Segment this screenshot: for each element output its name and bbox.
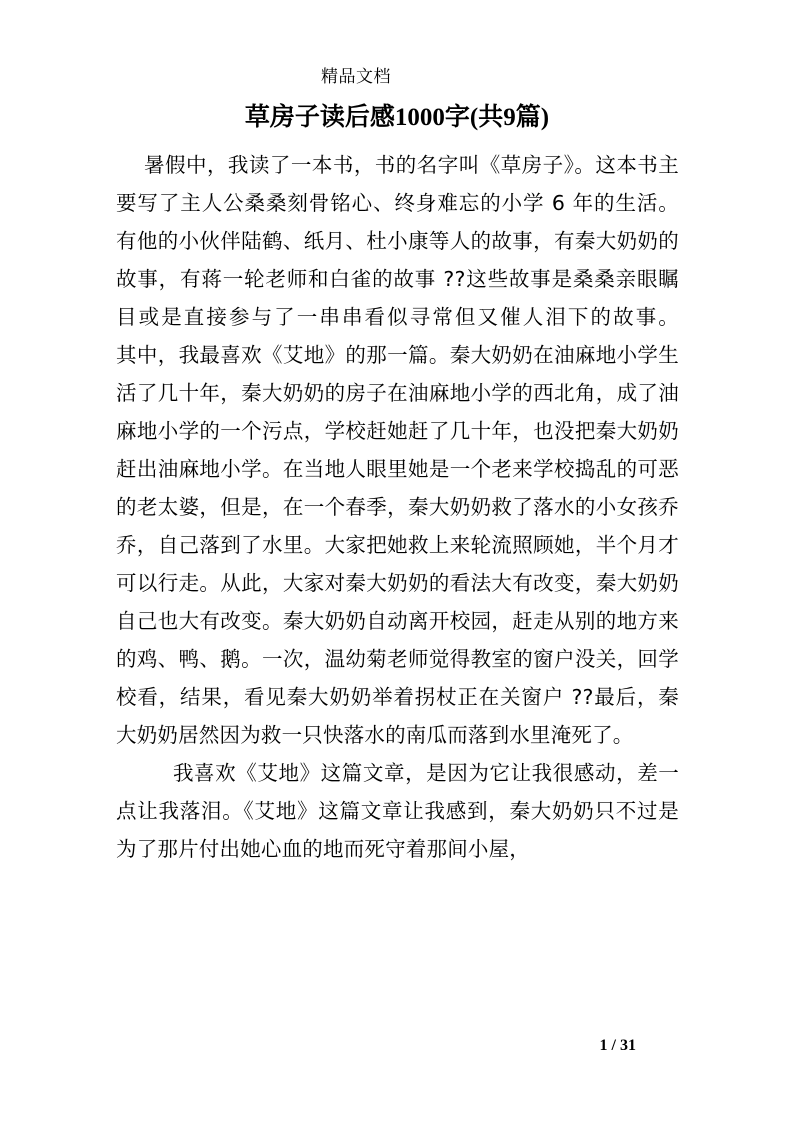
running-header-text: 精品文档 <box>321 67 391 87</box>
paragraph: 暑假中，我读了一本书，书的名字叫《草房子》。这本书主要写了主人公桑桑刻骨铭心、终身难忘的小学 6 年的生活。有他的小伙伴陆鹤、纸月、杜小康等人的故事，有秦大奶奶的故事，有蒋一轮老师和白雀的故事 ??这些故事是桑桑亲眼瞩目或是直接参与了一串串看似寻常但又催人泪下的故事。 其中，我最喜欢《艾地》的那一篇。秦大奶奶在油麻地小学生活了几十年，秦大奶奶的房子在油麻地小学的西北角，成了油麻地小学的一个污点，学校赶她赶了几十年，也没把秦大奶奶赶出油麻地小学。在当地人眼里她是一个老来学校捣乱的可恶的老太婆，但是，在一个春季，秦大奶奶救了落水的小女孩乔乔，自己落到了水里。大家把她救上来轮流照顾她，半个月才可以行走。从此，大家对秦大奶奶的看法大有改变，秦大奶奶自己也大有改变。秦大奶奶自动离开校园，赶走从别的地方来的鸡、鸭、鹅。一次，温幼菊老师觉得教室的窗户没关，回学校看，结果，看见秦大奶奶举着拐杖正在关窗户 ??最后，秦大奶奶居然因为救一只快落水的南瓜而落到水里淹死了。 <box>116 153 706 747</box>
page-number-text: 1 / 31 <box>599 1037 636 1054</box>
page-title: 草房子读后感1000字(共9篇) <box>244 104 550 131</box>
page-number-footer <box>116 1036 678 1056</box>
document-running-header <box>116 66 678 88</box>
paragraph: 我喜欢《艾地》这篇文章，是因为它让我很感动，差一点让我落泪。《艾地》这篇文章让我感到，秦大奶奶只不过是为了那片付出她心血的地而死守着那间小屋， <box>116 761 679 861</box>
document-body <box>116 146 706 868</box>
